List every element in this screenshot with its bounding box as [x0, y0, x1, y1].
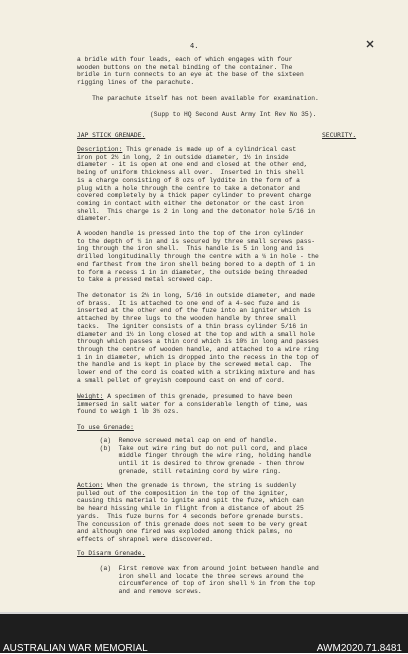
- action-paragraph: [77, 482, 375, 544]
- description-paragraph: [77, 146, 375, 223]
- footer-bar: [0, 612, 408, 653]
- disarm-grenade-title: To Disarm Grenade.: [77, 550, 146, 557]
- weight-text: A specimen of this grenade, presumed to have been immersed in salt water for a considerable length of time, was found to weigh 1 lb 3½ ozs.: [77, 393, 308, 416]
- weight-label: Weight:: [77, 393, 104, 400]
- footer-divider: [0, 612, 408, 614]
- use-grenade-steps: (a) Remove screwed metal cap on end of handle. (b) Take out wire ring but do not pull cord, and place middle finger through the wire ring, holding handle until it is desired to throw grenade - then throw grenade, still retaining cord by wire ring.: [99, 437, 312, 475]
- source-reference: (Supp to HQ Second Aust Army Int Rev No 35).: [150, 111, 317, 118]
- weight-paragraph: [77, 393, 375, 416]
- security-classification: SECURITY.: [322, 132, 357, 139]
- paragraph-handle: A wooden handle is pressed into the top of the iron cylinder to the depth of ½ in and is secured by three small screws pass- ing through the iron shell. This handle is 5 in long and is drilled longitudinally through the centre with a ¼ in hole - the end farthest from the iron shell being bored to a depth of 1 in to form a recess 1 in in diameter, the outside being threaded to take a pressed metal screwed cap.: [77, 230, 319, 284]
- action-label: Action:: [77, 482, 104, 489]
- staple-mark-icon: [366, 40, 374, 48]
- action-text: When the grenade is thrown, the string is suddenly pulled out of the composition in the top of the igniter, causing this material to ignite and spit the fuze, which can be heard hissing while in flight from a distance of about 25 yards. This fuze burns for 4 seconds before grenade bursts. The concussion of this grenade does not seem to be very great and although one fired was exploded among thick palms, no effects of shrapnel were discovered.: [77, 482, 308, 543]
- description-text: This grenade is made up of a cylindrical cast iron pot 2½ in long, 2 in outside diameter, 1½ in inside diameter - it is open at one end and closed at the other end, being of uniform thickness all over. Inserted in this shell is a charge consisting of 8 ozs of lyddite in the form of a plug with a hole through the centre to take a detonator and covered completely by a thick paper cylinder to prevent charge coming in contact with either the detonator or the cast iron shell. This charge is 2 in long and the detonator hole 5/16 in diameter.: [77, 146, 316, 223]
- paragraph-bridle: a bridle with four leads, each of which engages with four wooden buttons on the metal binding of the container. The bridle in turn connects to an eye at the base of the sixteen rigging lines of the parachute.: [77, 56, 304, 87]
- paragraph-parachute: The parachute itself has not been available for examination.: [77, 95, 319, 102]
- paragraph-detonator: The detonator is 2¼ in long, 5/16 in outside diameter, and made of brass. It is attached to one end of a 4-sec fuze and is inserted at the other end of the fuze into an igniter which is attached by three lugs to the wooden handle by three small tacks. The igniter consists of a thin brass cylinder 5/16 in diameter and 1½ in long closed at the top and with a small hole through which passes a thin cord which is 10½ in long and passes through the centre of wooden handle, and attached to a wire ring 1 in in diameter, which is dropped into the recess in the top of the handle and is kept in place by the screwed metal cap. The lower end of the cord is coated with a striking mixture and has a small pellet of greyish compound cast on end of cord.: [77, 292, 319, 384]
- use-grenade-title: To use Grenade:: [77, 424, 134, 431]
- page-number: 4.: [190, 42, 199, 50]
- section-title: JAP STICK GRENADE.: [77, 132, 146, 139]
- description-label: Description:: [77, 146, 123, 153]
- footer-accession-number: AWM2020.71.8481: [316, 643, 402, 654]
- footer-institution: AUSTRALIAN WAR MEMORIAL: [3, 643, 148, 654]
- disarm-grenade-steps: (a) First remove wax from around joint between handle and iron shell and locate the three screws around the circumference of top of iron shell ½ in from the top and and remove screws.: [99, 565, 319, 596]
